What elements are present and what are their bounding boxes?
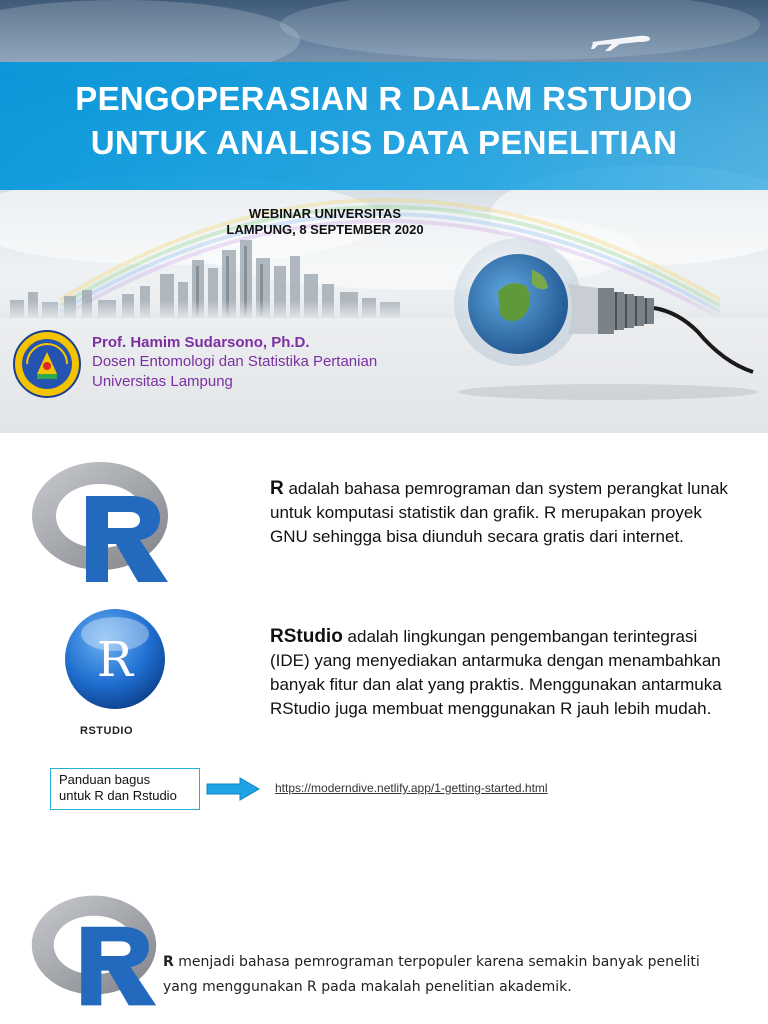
popularity-lead: R bbox=[163, 954, 174, 970]
guide-line1: Panduan bagus bbox=[59, 772, 151, 787]
rstudio-description bbox=[270, 625, 740, 721]
r-description-text: adalah bahasa pemrograman dan system perangkat lunak untuk komputasi statistik dan grafik. R merupakan proyek GNU sehingga bisa diunduh secara gratis dari internet. bbox=[270, 479, 728, 546]
earth-lightbulb-image bbox=[448, 222, 760, 402]
r-language-logo-small bbox=[30, 893, 158, 1009]
right-arrow-icon bbox=[206, 777, 260, 801]
moderndive-guide-link[interactable]: https://moderndive.netlify.app/1-getting-started.html bbox=[275, 781, 548, 795]
popularity-body: menjadi bahasa pemrograman terpopuler karena semakin banyak peneliti yang menggunakan R pada makalah penelitian akademik. bbox=[163, 954, 700, 995]
r-description bbox=[270, 477, 740, 549]
author-role: Dosen Entomologi dan Statistika Pertanian bbox=[92, 353, 378, 370]
r-lead: R bbox=[270, 478, 284, 499]
rstudio-lead: RStudio bbox=[270, 626, 343, 647]
event-line1: WEBINAR UNIVERSITAS bbox=[248, 206, 402, 221]
r-language-logo bbox=[30, 460, 170, 585]
rstudio-logo-label: RSTUDIO bbox=[80, 725, 133, 737]
university-lampung-logo bbox=[13, 330, 81, 398]
author-name: Prof. Hamim Sudarsono, Ph.D. bbox=[92, 334, 310, 351]
author-affiliation: Universitas Lampung bbox=[92, 373, 233, 390]
guide-callout-box bbox=[50, 768, 200, 810]
slide-title-line2: UNTUK ANALISIS DATA PENELITIAN bbox=[90, 124, 678, 161]
slide-title-line1: PENGOPERASIAN R DALAM RSTUDIO bbox=[75, 80, 693, 117]
r-popularity-text bbox=[163, 950, 723, 1000]
guide-line2: untuk R dan Rstudio bbox=[59, 788, 177, 803]
event-line2: LAMPUNG, 8 SEPTEMBER 2020 bbox=[226, 222, 424, 237]
rstudio-logo bbox=[64, 608, 166, 710]
rstudio-description-text: adalah lingkungan pengembangan terintegrasi (IDE) yang menyediakan antarmuka dengan menambahkan banyak fitur dan alat yang praktis. Menggunakan antarmuka RStudio juga membuat menggunakan R jauh lebih mudah. bbox=[270, 627, 722, 718]
title-slide bbox=[0, 0, 768, 433]
airplane-icon bbox=[590, 28, 652, 52]
svg-text:R: R bbox=[96, 632, 134, 688]
